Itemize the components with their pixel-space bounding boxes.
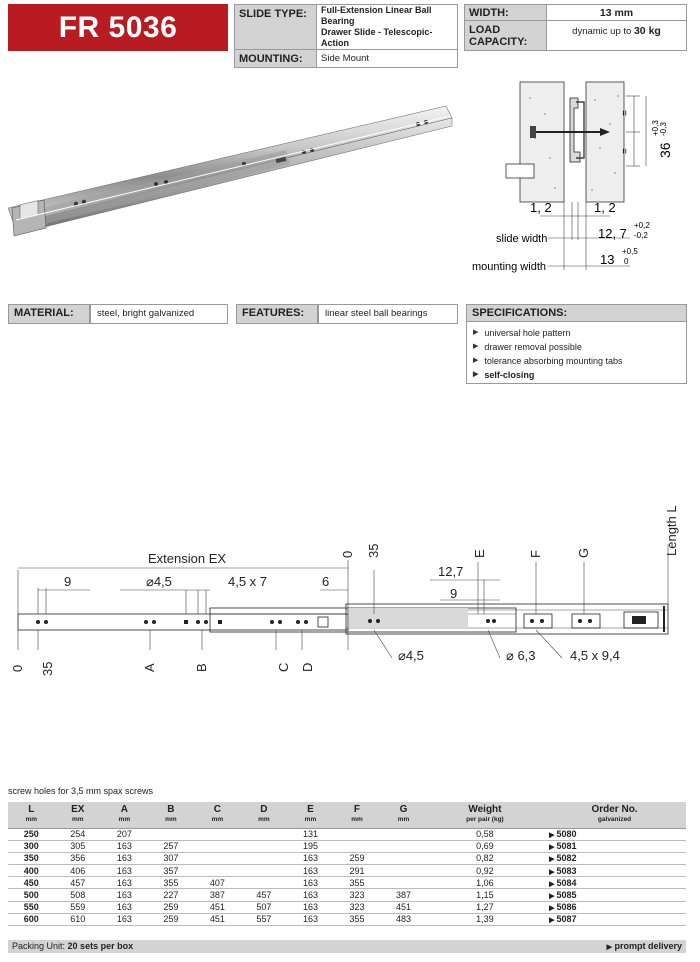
table-cell: 1,39 (427, 913, 543, 925)
spec-item-text: tolerance absorbing mounting tabs (484, 356, 623, 366)
slide-technical-drawing (0, 500, 700, 690)
triangle-bullet-icon: ▶ (549, 880, 555, 888)
mounting-value: Side Mount (317, 50, 458, 68)
table-cell: 407 (194, 877, 241, 889)
table-cell: 163 (101, 913, 148, 925)
table-cell: 557 (241, 913, 288, 925)
table-cell: 300 (8, 840, 55, 852)
table-cell (380, 877, 427, 889)
table-cell: 400 (8, 865, 55, 877)
table-cell: 356 (55, 852, 102, 864)
width-value: 13 mm (547, 5, 687, 21)
load-value-strong: 30 kg (633, 25, 661, 37)
table-cell: 131 (287, 828, 334, 840)
spec-item (473, 354, 686, 368)
table-cell (543, 840, 686, 852)
dw-d6: 6 (322, 574, 330, 589)
table-header-cell (543, 802, 686, 828)
header-name: F (353, 803, 361, 815)
cs-slide-width-label: slide width (496, 233, 548, 245)
table-cell (194, 852, 241, 864)
mounting-label: MOUNTING: (235, 50, 317, 68)
cs-mounting-width-tol-bot: 0 (624, 257, 629, 266)
header-name: E (307, 803, 314, 815)
dw-0-bottom: 0 (10, 664, 25, 672)
table-cell: 163 (101, 889, 148, 901)
table-cell: 450 (8, 877, 55, 889)
header-unit: per pair (kg) (466, 815, 504, 823)
dw-d45: ⌀4,5 (146, 574, 172, 589)
dw-35-top: 35 (366, 543, 381, 558)
cs-eq-1: = (620, 110, 631, 116)
header-unit: mm (25, 815, 38, 823)
triangle-bullet-icon: ▶ (549, 844, 555, 852)
table-cell: 259 (148, 913, 195, 925)
table-cell: 1,15 (427, 889, 543, 901)
header-name: D (260, 803, 268, 815)
triangle-bullet-icon: ▶ (549, 868, 555, 876)
header-unit: galvanized (597, 815, 632, 823)
table-cell: 163 (287, 901, 334, 913)
table-cell: 610 (55, 913, 102, 925)
table-body (8, 828, 686, 926)
delivery-text: prompt delivery (614, 941, 682, 951)
table-row (8, 840, 686, 852)
table-cell: 163 (101, 852, 148, 864)
table-cell: 507 (241, 901, 288, 913)
table-cell: 0,92 (427, 865, 543, 877)
table-row (8, 877, 686, 889)
table-cell: 387 (380, 889, 427, 901)
table-cell: 163 (287, 913, 334, 925)
table-header-cell (148, 802, 195, 828)
slide-type-line-1: Full-Extension Linear Ball Bearing (321, 5, 432, 26)
table-cell: 1,06 (427, 877, 543, 889)
specifications-list (467, 322, 686, 382)
dw-label-e: E (472, 549, 487, 558)
table-cell (241, 828, 288, 840)
dimensions-table (8, 802, 686, 926)
slide-type-label: SLIDE TYPE: (235, 5, 317, 50)
spec-item-text: universal hole pattern (484, 328, 571, 338)
table-cell: 163 (101, 865, 148, 877)
table-cell: 1,27 (427, 901, 543, 913)
features-value: linear steel ball bearings (318, 304, 458, 324)
dw-hole-63: ⌀ 6,3 (506, 648, 536, 663)
table-cell: 500 (8, 889, 55, 901)
table-cell: 163 (287, 877, 334, 889)
table-cell: 254 (55, 828, 102, 840)
table-row (8, 901, 686, 913)
table-cell: 163 (287, 889, 334, 901)
table-cell (241, 877, 288, 889)
table-cell: 457 (55, 877, 102, 889)
table-cell: 559 (55, 901, 102, 913)
table-cell: 357 (148, 865, 195, 877)
material-value: steel, bright galvanized (90, 304, 228, 324)
triangle-bullet-icon: ▶ (473, 371, 479, 378)
table-header-cell (55, 802, 102, 828)
features-label: FEATURES: (236, 304, 318, 324)
table-header-cell (427, 802, 543, 828)
dw-label-c: C (276, 662, 291, 672)
table-cell: 355 (334, 913, 381, 925)
order-number: 5086 (556, 902, 577, 913)
table-cell (194, 865, 241, 877)
header-name: Order No. (591, 803, 638, 815)
table-cell: 387 (194, 889, 241, 901)
cs-dim-right: 1, 2 (594, 200, 616, 215)
table-cell: 163 (101, 877, 148, 889)
table-cell: 483 (380, 913, 427, 925)
table-cell (380, 840, 427, 852)
table-cell: 550 (8, 901, 55, 913)
cs-slide-width-tol-top: +0,2 (634, 221, 650, 230)
table-caption: screw holes for 3,5 mm spax screws (8, 786, 154, 796)
header-unit: mm (72, 815, 84, 823)
spec-item-text: drawer removal possible (484, 342, 582, 352)
table-header-row (8, 802, 686, 828)
spec-item-text: self-closing (484, 370, 535, 380)
header-unit: mm (397, 815, 410, 823)
table-cell (334, 840, 381, 852)
table-cell (543, 877, 686, 889)
load-value (547, 21, 687, 51)
table-cell: 257 (148, 840, 195, 852)
cs-mounting-width-tol-top: +0,5 (622, 247, 638, 256)
spec-item (473, 340, 686, 354)
table-row (8, 852, 686, 864)
order-number: 5085 (556, 890, 577, 901)
table-cell (148, 828, 195, 840)
table-row (8, 889, 686, 901)
slide-info-table (234, 4, 458, 68)
dw-label-b: B (194, 663, 209, 672)
table-header-cell (287, 802, 334, 828)
triangle-bullet-icon: ▶ (473, 343, 479, 350)
triangle-bullet-icon: ▶ (473, 357, 479, 364)
header-name: C (213, 803, 221, 815)
product-image (6, 96, 456, 246)
table-footer (8, 940, 686, 953)
table-cell: 163 (101, 901, 148, 913)
table-cell (241, 865, 288, 877)
table-cell: 163 (287, 865, 334, 877)
header-unit: mm (351, 815, 363, 823)
cs-eq-2: = (620, 148, 631, 154)
table-cell (543, 889, 686, 901)
table-header-cell (334, 802, 381, 828)
header-unit: mm (211, 815, 224, 823)
dw-d9: 9 (64, 574, 72, 589)
packing-label: Packing Unit: (12, 941, 66, 951)
dw-d9b: 9 (450, 586, 458, 601)
header-name: A (120, 803, 128, 815)
order-number: 5084 (556, 877, 577, 888)
header-name: Weight (468, 803, 502, 815)
header-unit: mm (165, 815, 177, 823)
table-cell: 0,69 (427, 840, 543, 852)
cs-mounting-width-value: 13 (600, 252, 615, 267)
slide-type-value (317, 5, 458, 50)
table-cell: 323 (334, 901, 381, 913)
table-cell: 250 (8, 828, 55, 840)
cs-slide-width-value: 12, 7 (598, 226, 627, 241)
table-cell (380, 865, 427, 877)
table-cell: 350 (8, 852, 55, 864)
load-label (465, 21, 547, 51)
load-label-2: CAPACITY: (469, 35, 528, 48)
table-cell: 600 (8, 913, 55, 925)
table-cell: 195 (287, 840, 334, 852)
triangle-bullet-icon: ▶ (549, 832, 555, 840)
dw-length: Length L (664, 505, 679, 556)
capacity-table (464, 4, 687, 51)
order-number: 5082 (556, 853, 577, 864)
table-cell: 451 (194, 901, 241, 913)
table-cell: 259 (334, 852, 381, 864)
cs-mounting-width-label: mounting width (472, 261, 546, 273)
order-number: 5087 (556, 914, 577, 925)
header-name: B (167, 803, 175, 815)
spec-item (473, 326, 686, 340)
dw-0-top: 0 (340, 550, 355, 558)
table-cell: 0,82 (427, 852, 543, 864)
header-name: G (399, 803, 408, 815)
table-cell (241, 852, 288, 864)
specifications-box (466, 304, 687, 384)
order-number: 5083 (556, 865, 577, 876)
triangle-bullet-icon: ▶ (549, 917, 555, 925)
table-header-cell (241, 802, 288, 828)
width-label: WIDTH: (465, 5, 547, 21)
table-row (8, 913, 686, 925)
table-cell: 291 (334, 865, 381, 877)
table-header-cell (194, 802, 241, 828)
dw-35-bottom: 35 (40, 661, 55, 676)
table-cell: 305 (55, 840, 102, 852)
table-cell: 227 (148, 889, 195, 901)
header-name: L (28, 803, 35, 815)
slide-type-line-2: Drawer Slide - Telescopic-Action (321, 27, 433, 48)
table-cell (334, 828, 381, 840)
header-unit: mm (304, 815, 317, 823)
table-cell: 406 (55, 865, 102, 877)
dw-d127: 12,7 (438, 564, 464, 579)
table-cell (380, 852, 427, 864)
table-cell (543, 865, 686, 877)
header-unit: mm (258, 815, 270, 823)
triangle-bullet-icon: ▶ (549, 893, 555, 901)
table-cell (241, 840, 288, 852)
packing-unit (12, 941, 133, 952)
cs-dim-36: 36 (657, 142, 673, 158)
triangle-bullet-icon: ▶ (549, 856, 555, 864)
table-cell: 323 (334, 889, 381, 901)
cs-tol-bot: -0,3 (659, 122, 668, 136)
table-cell: 259 (148, 901, 195, 913)
table-header-cell (8, 802, 55, 828)
triangle-bullet-icon: ▶ (606, 944, 612, 951)
table-cell (194, 828, 241, 840)
table-cell: 355 (148, 877, 195, 889)
dw-label-f: F (528, 550, 543, 558)
table-cell (543, 901, 686, 913)
table-cell (543, 913, 686, 925)
triangle-bullet-icon: ▶ (549, 905, 555, 913)
table-cell: 508 (55, 889, 102, 901)
order-number: 5081 (556, 841, 577, 852)
dw-hole-45: ⌀4,5 (398, 648, 424, 663)
header-unit: mm (118, 815, 131, 823)
delivery-note (607, 941, 682, 952)
table-cell: 355 (334, 877, 381, 889)
table-cell: 163 (287, 852, 334, 864)
table-cell: 0,58 (427, 828, 543, 840)
dw-label-a: A (142, 663, 157, 672)
table-header-cell (101, 802, 148, 828)
table-row (8, 828, 686, 840)
table-cell (543, 852, 686, 864)
material-label: MATERIAL: (8, 304, 90, 324)
dw-label-d: D (300, 662, 315, 672)
table-header-cell (380, 802, 427, 828)
table-cell: 307 (148, 852, 195, 864)
table-cell (194, 840, 241, 852)
load-label-1: LOAD (469, 23, 501, 36)
table-cell: 163 (101, 840, 148, 852)
packing-value: 20 sets per box (67, 941, 134, 951)
order-number: 5080 (556, 829, 577, 840)
dw-label-g: G (576, 547, 591, 558)
table-cell: 451 (194, 913, 241, 925)
triangle-bullet-icon: ▶ (473, 329, 479, 336)
table-cell (380, 828, 427, 840)
model-title: FR 5036 (8, 4, 228, 51)
dw-slot: 4,5 x 9,4 (570, 648, 620, 663)
table-cell (543, 828, 686, 840)
header-name: EX (71, 803, 85, 815)
dw-extension: Extension EX (148, 551, 227, 566)
load-value-prefix: dynamic up to (572, 26, 632, 37)
cs-tol-top: +0,3 (651, 120, 660, 136)
table-row (8, 865, 686, 877)
spec-item (473, 368, 686, 382)
specifications-label: SPECIFICATIONS: (467, 305, 686, 322)
cross-section-drawing (472, 78, 690, 278)
cs-dim-left: 1, 2 (530, 200, 552, 215)
dw-d45x7: 4,5 x 7 (228, 574, 268, 589)
table-cell: 207 (101, 828, 148, 840)
cs-slide-width-tol-bot: -0,2 (634, 231, 648, 240)
table-cell: 451 (380, 901, 427, 913)
table-cell: 457 (241, 889, 288, 901)
